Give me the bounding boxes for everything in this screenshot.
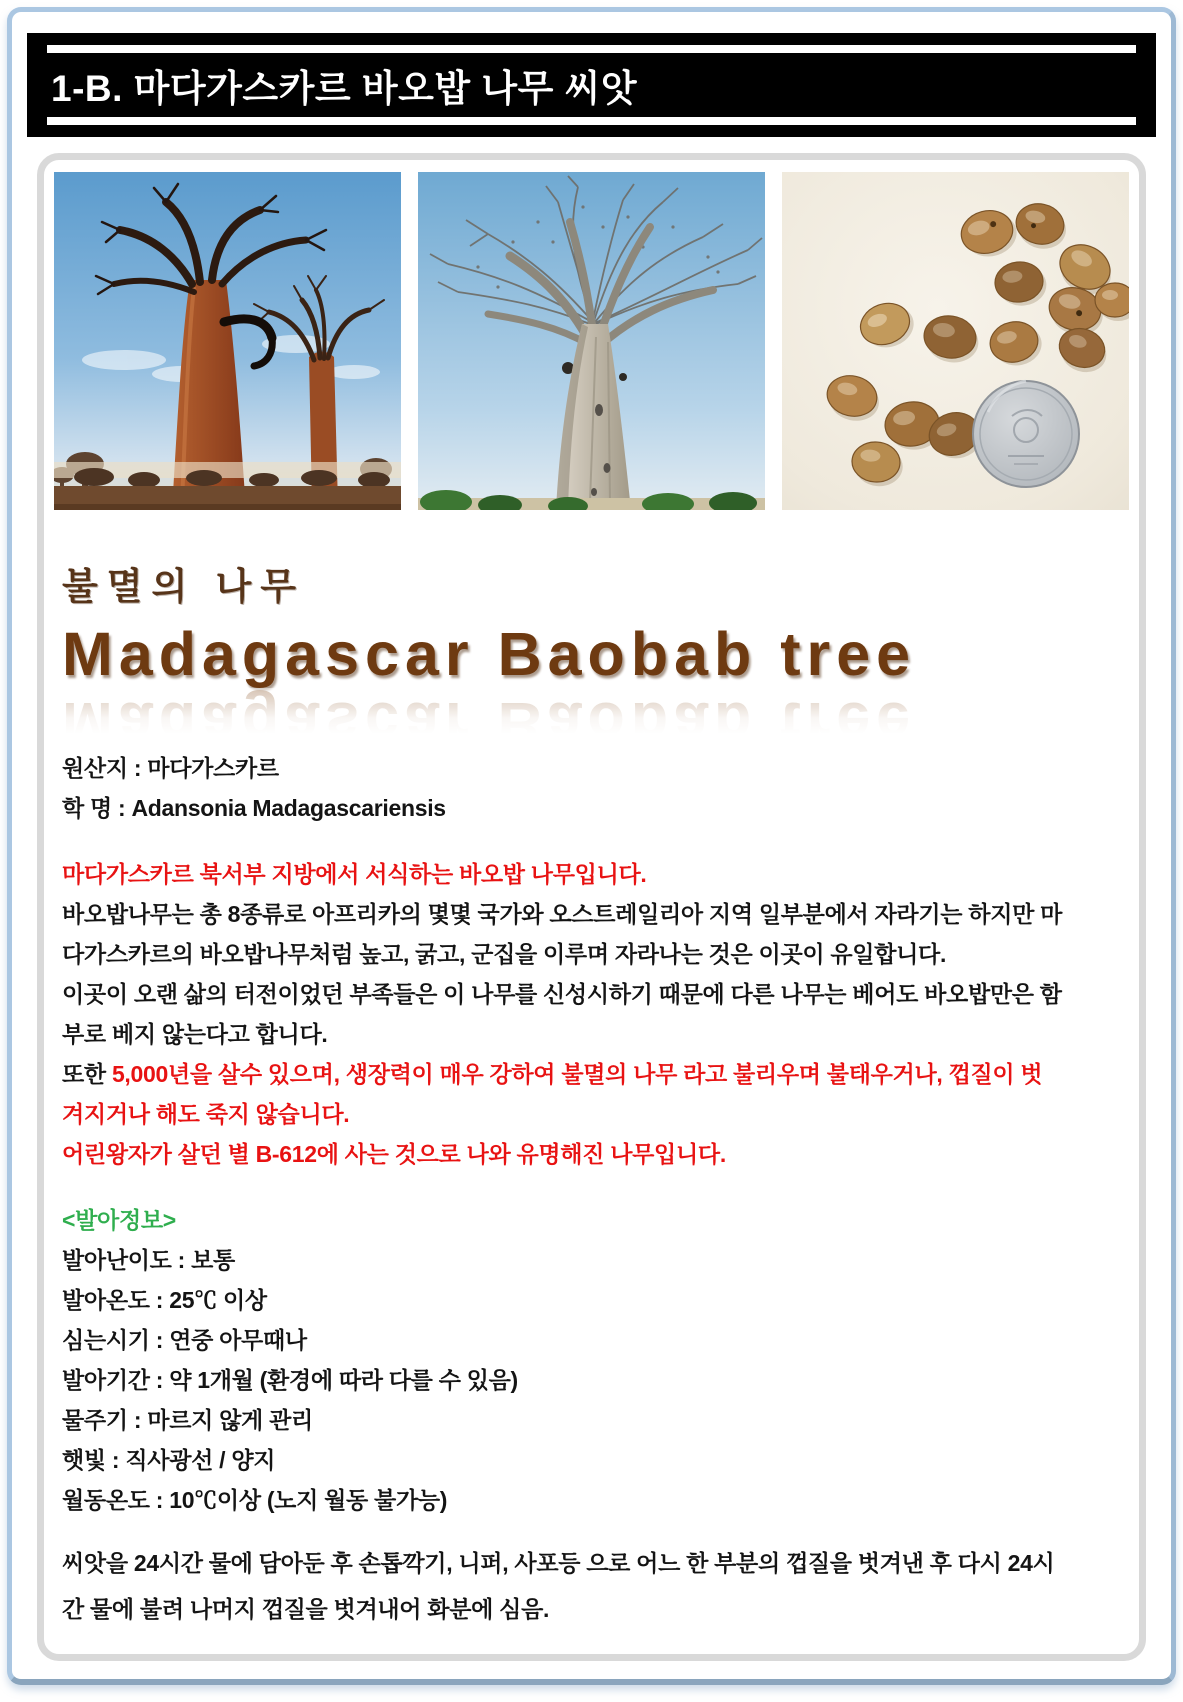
germination-header: <발아정보> bbox=[62, 1207, 176, 1233]
desc-line: 어린왕자가 살던 별 B-612에 사는 것으로 나와 유명해진 나무입니다. bbox=[62, 1141, 726, 1167]
germination-line: 물주기 : 마르지 않게 관리 bbox=[62, 1407, 313, 1433]
desc-line: 이곳이 오랜 삶의 터전이었던 부족들은 이 나무를 신성시하기 때문에 다른 나무는 베어도 바오밥만은 함 bbox=[62, 981, 1062, 1007]
germination-line: 월동온도 : 10℃이상 (노지 월동 불가능) bbox=[62, 1487, 448, 1513]
header-bar bbox=[27, 33, 1156, 137]
germination-line: 햇빛 : 직사광선 / 양지 bbox=[62, 1447, 276, 1473]
page-title: 1-B. 마다가스카르 바오밥 나무 씨앗 bbox=[51, 68, 638, 109]
germination-line: 발아온도 : 25℃ 이상 bbox=[62, 1287, 267, 1313]
body-text bbox=[62, 748, 1129, 1632]
desc-line: 바오밥나무는 총 8종류로 아프리카의 몇몇 국가와 오스트레일리아 지역 일부분에서 자라기는 하지만 마 bbox=[62, 901, 1063, 927]
baobab-tree-photo bbox=[418, 172, 765, 510]
species-line: 학 명 : Adansonia Madagascariensis bbox=[62, 795, 446, 821]
instructions-line: 씨앗을 24시간 물에 담아둔 후 손톱깍기, 니퍼, 사포등 으로 어느 한 부분의 껍질을 벗겨낸 후 다시 24시 bbox=[62, 1550, 1055, 1576]
instructions-paragraph bbox=[62, 1540, 1129, 1632]
desc-red-intro: 마다가스카르 북서부 지방에서 서식하는 바오밥 나무입니다. bbox=[62, 861, 647, 887]
content-card bbox=[37, 153, 1146, 1661]
english-title: Madagascar Baobab tree bbox=[62, 620, 917, 688]
origin-line: 원산지 : 마다가스카르 bbox=[62, 755, 279, 781]
desc-mixed-line: 또한 5,000년을 살수 있으며, 생장력이 매우 강하여 불멸의 나무 라고 불리우며 불태우거나, 껍질이 벗 bbox=[62, 1061, 1043, 1087]
english-title-block bbox=[62, 618, 1129, 734]
desc-line: 겨지거나 해도 죽지 않습니다. bbox=[62, 1101, 350, 1127]
page-frame bbox=[7, 7, 1176, 1685]
desc-line: 다가스카르의 바오밥나무처럼 높고, 굵고, 군집을 이루며 자라나는 것은 이곳이 유일합니다. bbox=[62, 941, 947, 967]
germination-line: 발아난이도 : 보통 bbox=[62, 1247, 235, 1273]
header-top-rule bbox=[47, 45, 1136, 53]
baobab-avenue-photo bbox=[54, 172, 401, 510]
germination-line: 심는시기 : 연중 아무때나 bbox=[62, 1327, 307, 1353]
germination-line: 발아기간 : 약 1개월 (환경에 따라 다를 수 있음) bbox=[62, 1367, 518, 1393]
instructions-line: 간 물에 불려 나머지 껍질을 벗겨내어 화분에 심음. bbox=[62, 1596, 550, 1622]
desc-line: 부로 베지 않는다고 합니다. bbox=[62, 1021, 328, 1047]
title-reflection bbox=[62, 688, 1129, 734]
baobab-seeds-coin-photo bbox=[782, 172, 1129, 510]
header-bottom-rule bbox=[47, 117, 1136, 125]
coin bbox=[973, 381, 1079, 487]
photo-row bbox=[54, 172, 1129, 510]
korean-subtitle: 불멸의 나무 bbox=[62, 566, 305, 607]
